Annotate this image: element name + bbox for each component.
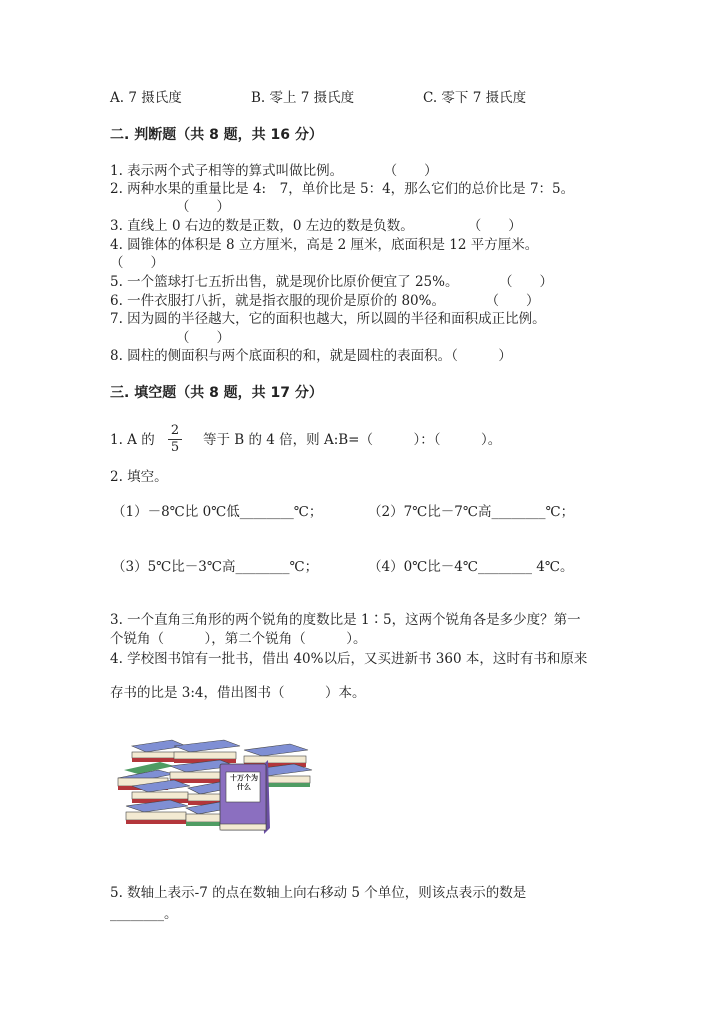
- fill-q2-4: （4）0℃比－4℃________ 4℃。: [368, 559, 574, 575]
- section3-title: 三. 填空题（共 8 题，共 17 分）: [110, 385, 323, 401]
- judge-item-6: 6. 一件衣服打八折，就是指衣服的现价是原价的 80%。 （ ）: [110, 293, 540, 309]
- fill-q2-2: （2）7℃比－7℃高________℃；: [368, 504, 575, 520]
- fill-q3-line2: 个锐角（ ），第二个锐角（ ）。: [110, 631, 367, 647]
- option-a: A. 7 摄氏度: [110, 90, 182, 106]
- judge-item-7: 7. 因为圆的半径越大，它的面积也越大，所以圆的半径和面积成正比例。: [110, 311, 546, 327]
- book-cover-title: 十万个为什么: [230, 774, 258, 791]
- fill-q4-line1: 4. 学校图书馆有一批书，借出 40%以后，又买进新书 360 本，这时有书和原来: [110, 651, 588, 667]
- fill-q2-3: （3）5℃比－3℃高________℃；: [112, 559, 319, 575]
- judge-item-2-paren: （ ）: [176, 199, 230, 215]
- fill-q5-line1: 5. 数轴上表示-7 的点在数轴上向右移动 5 个单位，则该点表示的数是: [110, 885, 527, 901]
- fill-q1-prefix: 1. A 的: [110, 432, 155, 448]
- fraction-numerator: 2: [170, 423, 180, 438]
- section2-title: 二. 判断题（共 8 题，共 16 分）: [110, 127, 323, 143]
- fill-q5-line2: ________。: [110, 906, 178, 922]
- books-illustration: [112, 736, 322, 836]
- option-c: C. 零下 7 摄氏度: [423, 90, 527, 106]
- fraction-two-fifths: [168, 424, 182, 455]
- judge-item-4-paren: （ ）: [110, 255, 164, 271]
- fill-q4-line2: 存书的比是 3:4，借出图书（ ）本。: [110, 685, 366, 701]
- judge-item-5: 5. 一个篮球打七五折出售，就是现价比原价便宜了 25%。 （ ）: [110, 274, 553, 290]
- fill-q2: 2. 填空。: [110, 469, 168, 485]
- option-b: B. 零上 7 摄氏度: [251, 90, 355, 106]
- fill-q3-line1: 3. 一个直角三角形的两个锐角的度数比是 1∶5，这两个锐角各是多少度？第一: [110, 612, 581, 628]
- judge-item-2: 2. 两种水果的重量比是 4: 7，单价比是 5：4，那么它们的总价比是 7：5。: [110, 181, 575, 197]
- judge-item-1: 1. 表示两个式子相等的算式叫做比例。 （ ）: [110, 163, 438, 179]
- judge-item-3: 3. 直线上 0 右边的数是正数，0 左边的数是负数。 （ ）: [110, 218, 522, 234]
- fill-q2-1: （1）－8℃比 0℃低________℃；: [112, 504, 323, 520]
- fill-q1-suffix: 等于 B 的 4 倍，则 A:B=（ ）：（ ）。: [203, 432, 502, 448]
- book-stack-front: [126, 780, 232, 826]
- judge-item-8: 8. 圆柱的侧面积与两个底面积的和，就是圆柱的表面积。（ ）: [110, 348, 512, 364]
- judge-item-4: 4. 圆锥体的体积是 8 立方厘米，高是 2 厘米，底面积是 12 平方厘米。: [110, 237, 539, 253]
- judge-item-7-paren: （ ）: [176, 330, 230, 346]
- fraction-denominator: 5: [170, 440, 180, 455]
- book-standing-purple: [220, 760, 270, 834]
